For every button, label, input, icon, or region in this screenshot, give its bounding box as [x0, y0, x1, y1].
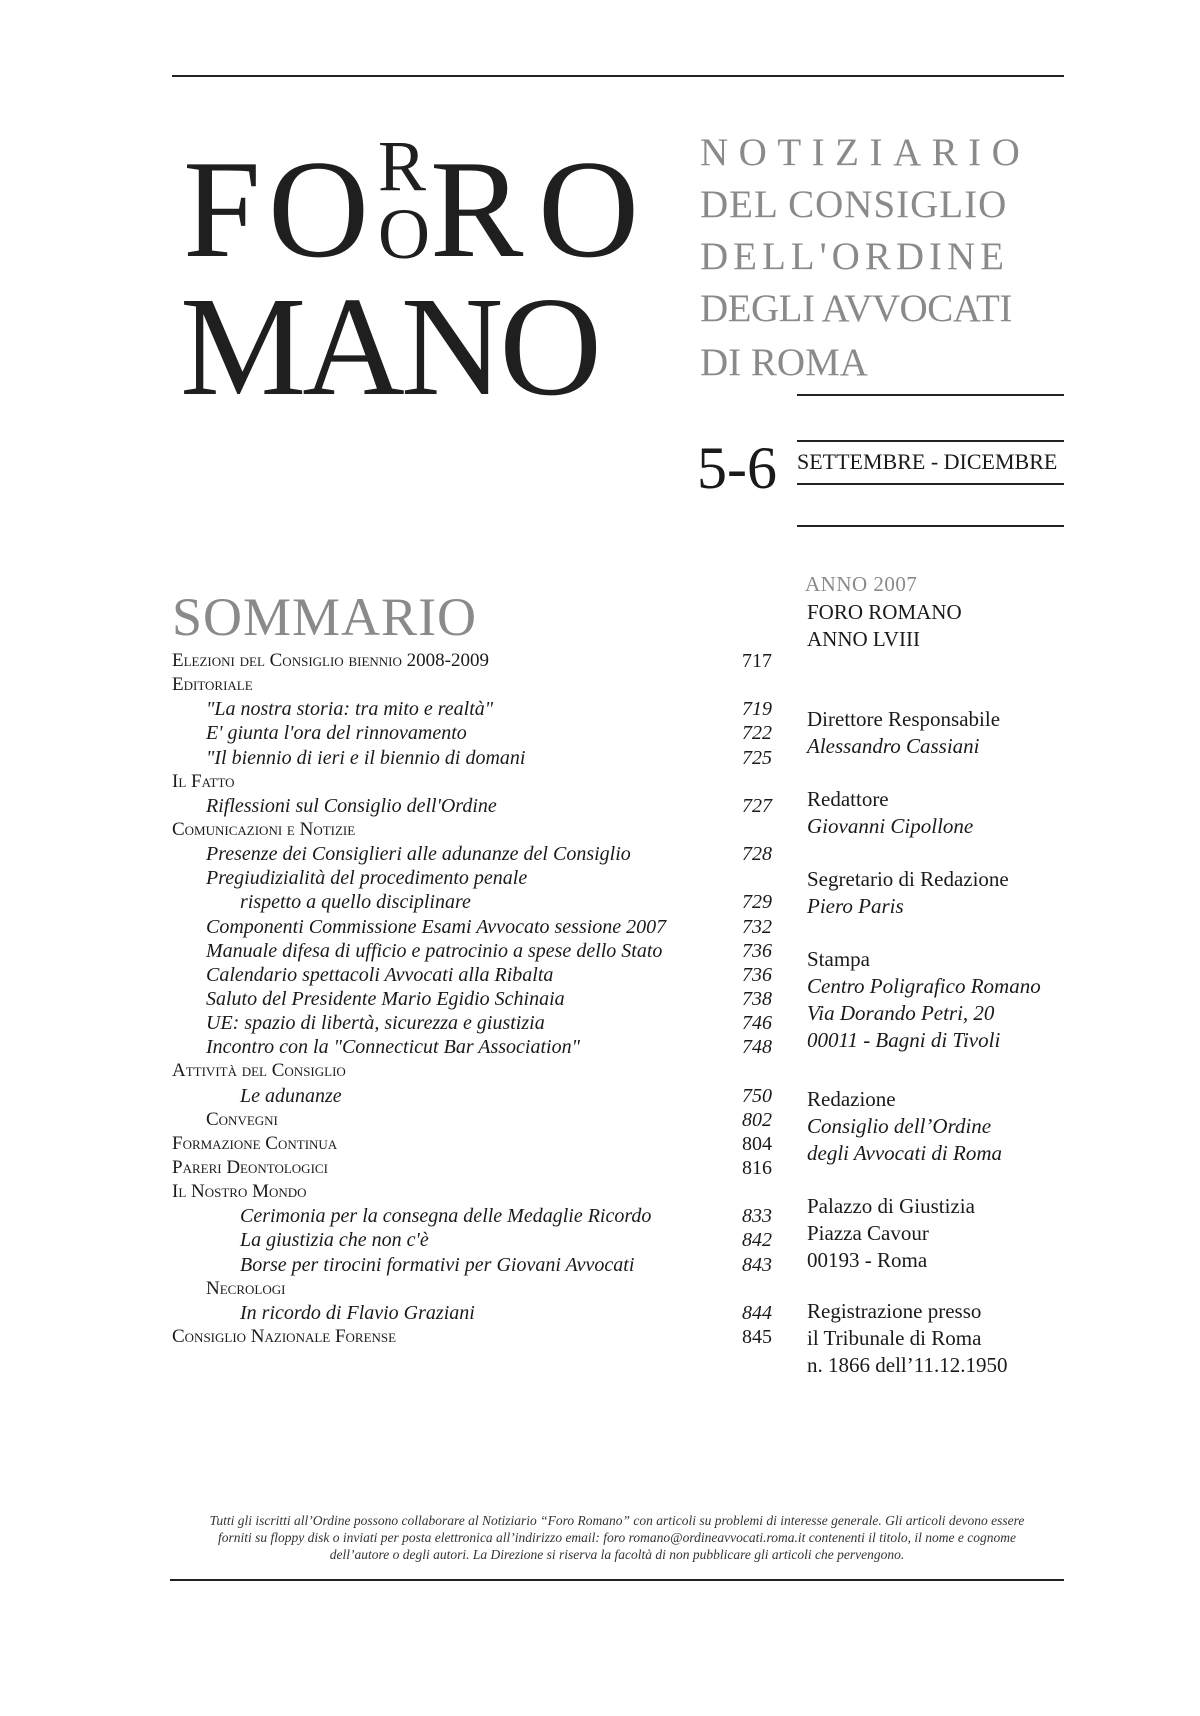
- toc-entry-title: Il Nostro Mondo: [172, 1181, 307, 1203]
- colophon-line: Palazzo di Giustizia: [807, 1194, 975, 1218]
- subtitle-line-1: NOTIZIARIO: [700, 131, 1031, 174]
- toc-entry-page: 804: [742, 1132, 772, 1155]
- toc-entry-title: "Il biennio di ieri e il biennio di domani: [206, 746, 526, 769]
- colophon-line: Segretario di Redazione: [807, 867, 1009, 891]
- toc-entry-title: Incontro con la "Connecticut Bar Association": [206, 1036, 580, 1059]
- toc-entry-title: Formazione Continua: [172, 1132, 338, 1154]
- toc-entry: [172, 866, 772, 890]
- toc-entry-title: Calendario spettacoli Avvocati alla Ribalta: [206, 963, 554, 986]
- colophon-line: Redattore: [807, 787, 889, 811]
- toc-entry: [172, 673, 772, 697]
- toc-entry-page: 802: [742, 1108, 772, 1131]
- toc-entry-page: 844: [742, 1301, 772, 1324]
- toc-entry: [172, 697, 772, 721]
- toc-entry-title: Consiglio Nazionale Forense: [172, 1325, 397, 1347]
- toc-entry: [172, 890, 772, 914]
- colophon-block: [807, 786, 973, 840]
- toc-entry: [172, 1011, 772, 1035]
- toc-entry-page: 736: [742, 939, 772, 962]
- masthead-rule-2: [797, 440, 1064, 442]
- colophon-line: Centro Poligrafico Romano: [807, 974, 1041, 998]
- colophon-block: [807, 946, 1041, 1054]
- toc-entry-page: 833: [742, 1205, 772, 1228]
- colophon-line: Direttore Responsabile: [807, 707, 1001, 731]
- toc-entry-title: Comunicazioni e Notizie: [172, 818, 356, 840]
- toc-entry-title: E' giunta l'ora del rinnovamento: [206, 722, 467, 745]
- colophon-line: Giovanni Cipollone: [807, 814, 974, 838]
- sommario-heading: SOMMARIO: [172, 587, 478, 647]
- subtitle-line-4: DEGLI AVVOCATI: [700, 287, 1012, 330]
- subtitle-line-5: DI ROMA: [700, 341, 868, 384]
- colophon-line: Alessandro Cassiani: [807, 734, 980, 758]
- toc-entry: [172, 1132, 772, 1156]
- toc-entry-page: 748: [742, 1036, 772, 1059]
- colophon-line: 00193 - Roma: [807, 1248, 928, 1272]
- subtitle-line-2: DEL CONSIGLIO: [700, 183, 1008, 226]
- toc-entry: [172, 1277, 772, 1301]
- issue-period: SETTEMBRE - DICEMBRE: [797, 449, 1058, 474]
- toc-entry-page: 725: [742, 746, 772, 769]
- colophon-block: [807, 1086, 1002, 1167]
- toc-entry-title: UE: spazio di libertà, sicurezza e giustizia: [206, 1012, 545, 1035]
- colophon-line: il Tribunale di Roma: [807, 1326, 982, 1350]
- colophon-line: FORO ROMANO: [807, 600, 962, 624]
- masthead-rule-1: [797, 394, 1064, 396]
- toc-entry-title: Pareri Deontologici: [172, 1156, 328, 1178]
- toc-entry-title: Presenze dei Consiglieri alle adunanze del Consiglio: [206, 843, 631, 866]
- toc-entry: [172, 1204, 772, 1228]
- toc-entry: [172, 1035, 772, 1059]
- table-of-contents: [172, 649, 772, 1349]
- logo-letter-f: F: [183, 132, 261, 287]
- footer-line: forniti su floppy disk o inviati per posta elettronica all’indirizzo email: foro romano@ordineavvocati.roma.it contenenti il titolo, il nome e cognome: [217, 1530, 1017, 1545]
- toc-entry-title: Necrologi: [206, 1277, 286, 1299]
- logo-letter-o-end: O: [538, 132, 640, 287]
- toc-entry-title: Attività del Consiglio: [172, 1060, 346, 1082]
- footer-line: Tutti gli iscritti all’Ordine possono collaborare al Notiziario “Foro Romano” con articoli su problemi di interesse generale. Gli articoli devono essere: [209, 1513, 1025, 1528]
- colophon-line: Piero Paris: [807, 894, 904, 918]
- toc-entry-page: 729: [742, 891, 772, 914]
- footer-line: dell’autore o degli autori. La Direzione si riserva la facoltà di non pubblicare gli articoli che pervengono.: [329, 1547, 905, 1562]
- toc-entry-title: La giustizia che non c'è: [240, 1229, 429, 1252]
- toc-entry-page: 842: [742, 1229, 772, 1252]
- logo-letter-r-large: R: [430, 132, 524, 287]
- colophon-block: [807, 599, 962, 653]
- toc-entry-page: 738: [742, 987, 772, 1010]
- toc-entry: [172, 770, 772, 794]
- toc-entry-title: Elezioni del Consiglio biennio 2008-2009: [172, 650, 489, 671]
- logo-letter-o-large: O: [268, 132, 370, 287]
- toc-entry: [172, 1180, 772, 1204]
- toc-entry: [172, 818, 772, 842]
- colophon-line: Stampa: [807, 947, 870, 971]
- toc-entry-page: 717: [742, 650, 772, 672]
- colophon-line: Registrazione presso: [807, 1299, 982, 1323]
- toc-entry-title: Il Fatto: [172, 770, 235, 792]
- colophon-line: degli Avvocati di Roma: [807, 1141, 1002, 1165]
- bottom-rule: [170, 1579, 1064, 1581]
- colophon-line: Via Dorando Petri, 20: [807, 1001, 995, 1025]
- toc-entry: [172, 794, 772, 818]
- toc-entry: [172, 1059, 772, 1083]
- toc-entry-title: Cerimonia per la consegna delle Medaglie Ricordo: [240, 1205, 652, 1228]
- toc-entry-title: Componenti Commissione Esami Avvocato sessione 2007: [206, 915, 667, 938]
- colophon-block: [807, 1193, 975, 1274]
- colophon-line: 00011 - Bagni di Tivoli: [807, 1028, 1001, 1052]
- toc-entry: [172, 721, 772, 745]
- toc-entry: [172, 1301, 772, 1325]
- toc-entry-title: rispetto a quello disciplinare: [240, 891, 471, 914]
- logo-letter-o-small: O: [378, 194, 430, 274]
- colophon-line: Redazione: [807, 1087, 896, 1111]
- toc-entry: [172, 649, 772, 673]
- top-rule: [172, 75, 1064, 77]
- subtitle-line-3: DELL'ORDINE: [700, 235, 1009, 278]
- toc-entry: [172, 1084, 772, 1108]
- toc-entry-title: Manuale difesa di ufficio e patrocinio a spese dello Stato: [206, 939, 663, 962]
- toc-entry-page: 816: [742, 1156, 772, 1179]
- toc-entry: [172, 746, 772, 770]
- toc-entry: [172, 842, 772, 866]
- toc-entry: [172, 939, 772, 963]
- colophon-block: [807, 1298, 1007, 1379]
- toc-entry-page: 728: [742, 843, 772, 866]
- toc-entry-page: 736: [742, 963, 772, 986]
- toc-entry-page: 727: [742, 794, 772, 817]
- toc-entry-page: 719: [742, 698, 772, 721]
- colophon-line: ANNO LVIII: [807, 627, 920, 651]
- toc-entry-title: Pregiudizialità del procedimento penale: [206, 867, 528, 890]
- toc-entry: [172, 987, 772, 1011]
- toc-entry: [172, 1108, 772, 1132]
- toc-entry-title: Borse per tirocini formativi per Giovani Avvocati: [240, 1253, 635, 1276]
- toc-entry: [172, 1156, 772, 1180]
- anno-label: ANNO 2007: [805, 572, 918, 596]
- colophon-line: Consiglio dell’Ordine: [807, 1114, 992, 1138]
- issue-number: 5-6: [697, 435, 777, 501]
- toc-entry-title: In ricordo di Flavio Graziani: [240, 1301, 475, 1324]
- logo-word-mano: MANO: [180, 267, 598, 425]
- toc-entry-title: Editoriale: [172, 674, 253, 696]
- toc-entry: [172, 1228, 772, 1252]
- colophon-block: [807, 866, 1009, 920]
- toc-entry-title: Saluto del Presidente Mario Egidio Schinaia: [206, 987, 565, 1010]
- toc-entry-page: 750: [742, 1084, 772, 1107]
- toc-entry-title: Convegni: [206, 1108, 278, 1130]
- toc-entry-title: Riflessioni sul Consiglio dell'Ordine: [206, 794, 497, 817]
- logo-letter-r-small: R: [378, 126, 427, 206]
- colophon-line: Piazza Cavour: [807, 1221, 929, 1245]
- toc-entry-title: "La nostra storia: tra mito e realtà": [206, 698, 494, 721]
- colophon-block: [807, 706, 1000, 760]
- toc-entry-title: Le adunanze: [240, 1084, 342, 1107]
- toc-entry: [172, 963, 772, 987]
- toc-entry: [172, 1325, 772, 1349]
- masthead-rule-4: [797, 525, 1064, 527]
- toc-entry: [172, 1253, 772, 1277]
- toc-entry-page: 845: [742, 1325, 772, 1348]
- toc-entry-page: 746: [742, 1012, 772, 1035]
- masthead-rule-3: [797, 483, 1064, 485]
- toc-entry: [172, 915, 772, 939]
- toc-entry-page: 722: [742, 722, 772, 745]
- footer-note: [170, 1512, 1064, 1563]
- toc-entry-page: 732: [742, 915, 772, 938]
- toc-entry-page: 843: [742, 1253, 772, 1276]
- colophon-line: n. 1866 dell’11.12.1950: [807, 1353, 1008, 1377]
